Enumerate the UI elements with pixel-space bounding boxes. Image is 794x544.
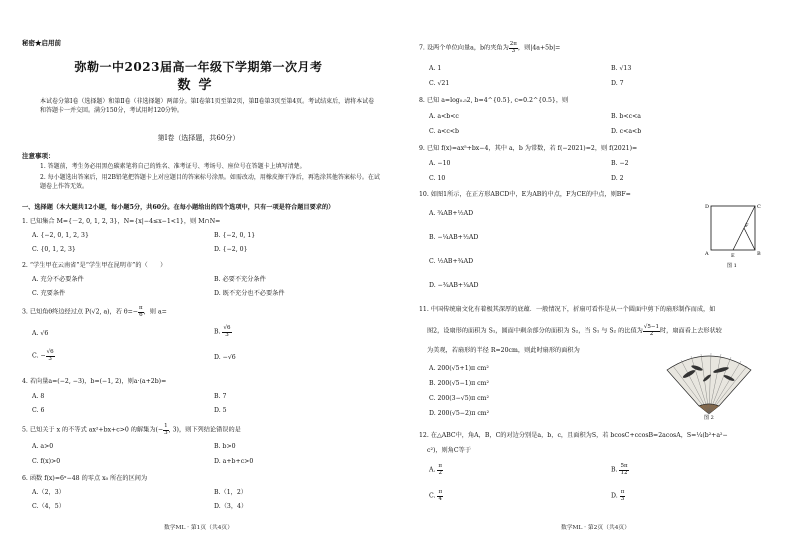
question-1: 1. 已知集合 M={－2, 0, 1, 2, 3}，N={x|−4≤x−1<1}，则 M∩N=	[22, 218, 221, 225]
q7-option-c: C. √21	[429, 80, 450, 87]
q11-option-c: C. 200(3−√5)π cm²	[429, 395, 489, 402]
fig1-label-a: A	[705, 251, 709, 257]
q8-option-c: C. a<c<b	[429, 128, 459, 135]
right-page	[397, 0, 794, 544]
fig1-label-d: D	[705, 204, 710, 210]
section-heading: 第Ⅰ卷（选择题，共60分）	[157, 134, 240, 142]
question-3	[22, 306, 167, 318]
q9-option-d: D. 2	[611, 175, 624, 182]
exam-subject: 数学	[177, 78, 220, 93]
q6-option-a: A.（2，3）	[32, 489, 65, 496]
question-2: 2. “学生甲在云南省”是“学生甲在昆明市”的（ ）	[22, 262, 167, 269]
secret-label: 秘密★启用前	[22, 39, 61, 47]
q1-option-b: B. {−2, 0, 1}	[214, 232, 256, 239]
q3-option-c: C. − $\frac{√6}{3}$	[32, 349, 54, 362]
note-2: 2. 每小题选出答案后，用2B铅笔把答题卡上对应题目的答案标号涂黑。如需改动，用橡皮擦干净后，再选涂其他答案标号。在试题卷上作答无效。	[40, 174, 380, 190]
q10-option-c: C. ½AB+¾AD	[429, 258, 474, 265]
fig2-caption: 图 2	[704, 415, 714, 420]
page-footer-2: 数学ML · 第2页（共4页）	[560, 525, 631, 531]
question-5: 5. 已知关于 x 的不等式 ax²+bx+c>0 的解集为(− $\frac{1}{3}$ , 3)，则下列结论错误的是	[22, 423, 241, 436]
notes-heading: 注意事项：	[22, 152, 55, 160]
q11-option-d: D. 200(√5−2)π cm²	[429, 410, 490, 417]
q3-option-a: A. √6	[32, 330, 49, 337]
question-11-line3: 为美观，若扇形的半径 R=20cm，则此时扇形的面积为	[427, 347, 580, 354]
q3-text-a: 3. 已知角θ终边经过点 P(√2, a)，若 θ=−	[22, 308, 138, 316]
q1-option-c: C. {0, 1, 2, 3}	[32, 246, 76, 253]
fig1-label-f: F	[745, 223, 749, 229]
q9-option-a: A. −10	[429, 160, 451, 167]
q7-option-a: A. 1	[429, 65, 442, 72]
fig1-label-b: B	[757, 251, 761, 257]
q11-option-a: A. 200(√5+1)π cm²	[429, 365, 489, 372]
q6-option-c: C.（4，5）	[32, 503, 65, 510]
exam-title: 弥勒一中2023届高一年级下学期第一次月考	[74, 60, 323, 74]
q3-option-b: B. $\frac{√6}{3}$	[214, 325, 231, 338]
q10-option-b: B. −¼AB+½AD	[429, 234, 479, 241]
question-10: 10. 如图1所示，在正方形ABCD中，E为AB的中点，F为CE的中点，则BF=	[419, 191, 631, 198]
q1-option-a: A. {−2, 0, 1, 2, 3}	[32, 232, 89, 239]
q8-option-d: D. c<a<b	[611, 128, 642, 135]
q9-option-c: C. 10	[429, 175, 446, 182]
page-footer-1: 数学ML · 第1页（共4页）	[163, 525, 234, 531]
q4-option-b: B. 7	[214, 393, 227, 400]
q6-option-d: D.（3，4）	[214, 503, 248, 510]
fig1-label-c: C	[757, 204, 761, 210]
q1-option-d: D. {−2, 0}	[214, 246, 248, 253]
question-12-line2: c²)，则角C等于	[427, 447, 472, 454]
q7-option-b: B. √13	[611, 65, 632, 72]
square-diagram-icon	[705, 200, 765, 270]
q2-option-c: C. 充要条件	[32, 290, 66, 297]
q12-option-b: B. $\frac{5\pi}{12}$	[611, 463, 628, 476]
q4-option-d: D. 5	[214, 407, 227, 414]
q9-option-b: B. −2	[611, 160, 629, 167]
question-9: 9. 已知 f(x)=ax⁵+bx−4，其中 a，b 为常数，若 f(−2021)=2，则 f(2021)=	[419, 145, 638, 152]
q3-option-d: D. −√6	[214, 354, 236, 361]
q7-option-d: D. 7	[611, 80, 624, 87]
fig1-caption: 图 1	[727, 263, 737, 269]
q2-option-a: A. 充分不必要条件	[32, 276, 84, 283]
q12-option-c: C. $\frac{\pi}{4}$	[429, 489, 443, 502]
q2-option-b: B. 必要不充分条件	[214, 276, 266, 283]
part1-heading: 一、选择题（本大题共12小题，每小题5分，共60分。在每小题给出的四个选项中，只有一项是符合题目要求的）	[22, 204, 335, 211]
question-11-line2: 图2，设扇形的面积为 S₁，圆面中剩余部分的面积为 S₂，当 S₁ 与 S₂ 的比值为 $\frac{√5-1}{2}$ 时，扇面看上去形状较	[427, 324, 722, 337]
q8-option-a: A. a<b<c	[429, 113, 459, 120]
question-7: 7. 设两个单位向量a，b的夹角为 $\frac{2\pi}{3}$ ，则|4a+5b|=	[419, 41, 561, 54]
q4-option-c: C. 6	[32, 407, 45, 414]
q5-option-b: B. b>0	[214, 443, 236, 450]
q12-option-d: D. $\frac{\pi}{3}$	[611, 489, 625, 502]
q3-fraction: $\frac{\pi}{6}$	[139, 305, 143, 318]
q2-option-d: D. 既不充分也不必要条件	[214, 290, 285, 297]
q10-option-a: A. ¾AB+½AD	[429, 210, 474, 217]
q5-option-c: C. f(x)>0	[32, 458, 61, 465]
q5-option-a: A. a>0	[32, 443, 54, 450]
question-6: 6. 函数 f(x)=6ˣ−48 的零点 x₀ 所在的区间为	[22, 475, 148, 482]
q5-option-d: D. a+b+c>0	[214, 458, 254, 465]
question-11-line1: 11. 中国传统扇文化有着极其深厚的底蕴．一般情况下，折扇可看作是从一个圆面中剪下的扇形制作而成，如	[419, 306, 716, 313]
note-1: 1. 答题前，考生务必用黑色碳素笔将自己的姓名、准考证号、考场号、座位号在答题卡上填写清楚。	[40, 163, 306, 170]
fig1-label-e: E	[731, 253, 735, 259]
q3-text-b: ，则 a=	[143, 308, 167, 316]
question-12-line1: 12. 在△ABC中，角A，B，C的对边分别是a，b，c，且面积为S，若 bcosC+ccosB=2acosA，S=¼(b²+a²−	[419, 432, 728, 439]
question-8: 8. 已知 a=log₀.₅2, b=4^{0.5}, c=0.2^{0.5}，则	[419, 97, 569, 104]
q8-option-b: B. b<c<a	[611, 113, 641, 120]
q11-option-b: B. 200(√5−1)π cm²	[429, 380, 489, 387]
folding-fan-icon	[659, 348, 759, 420]
q12-option-a: A. $\frac{\pi}{2}$	[429, 463, 443, 476]
question-4: 4. 若向量a=(−2, −3)，b=(−1, 2)，则a·(a+2b)=	[22, 378, 167, 385]
q4-option-a: A. 8	[32, 393, 45, 400]
intro-paragraph: 本试卷分第Ⅰ卷（选择题）和第Ⅱ卷（非选择题）两部分。第Ⅰ卷第1页至第2页，第Ⅱ卷第3页至第4页。考试结束后，请将本试卷和答题卡一并交回。满分150分，考试用时120分钟。	[40, 98, 375, 114]
q6-option-b: B.（1，2）	[214, 489, 247, 496]
q10-option-d: D. −¾AB+¼AD	[429, 282, 479, 289]
